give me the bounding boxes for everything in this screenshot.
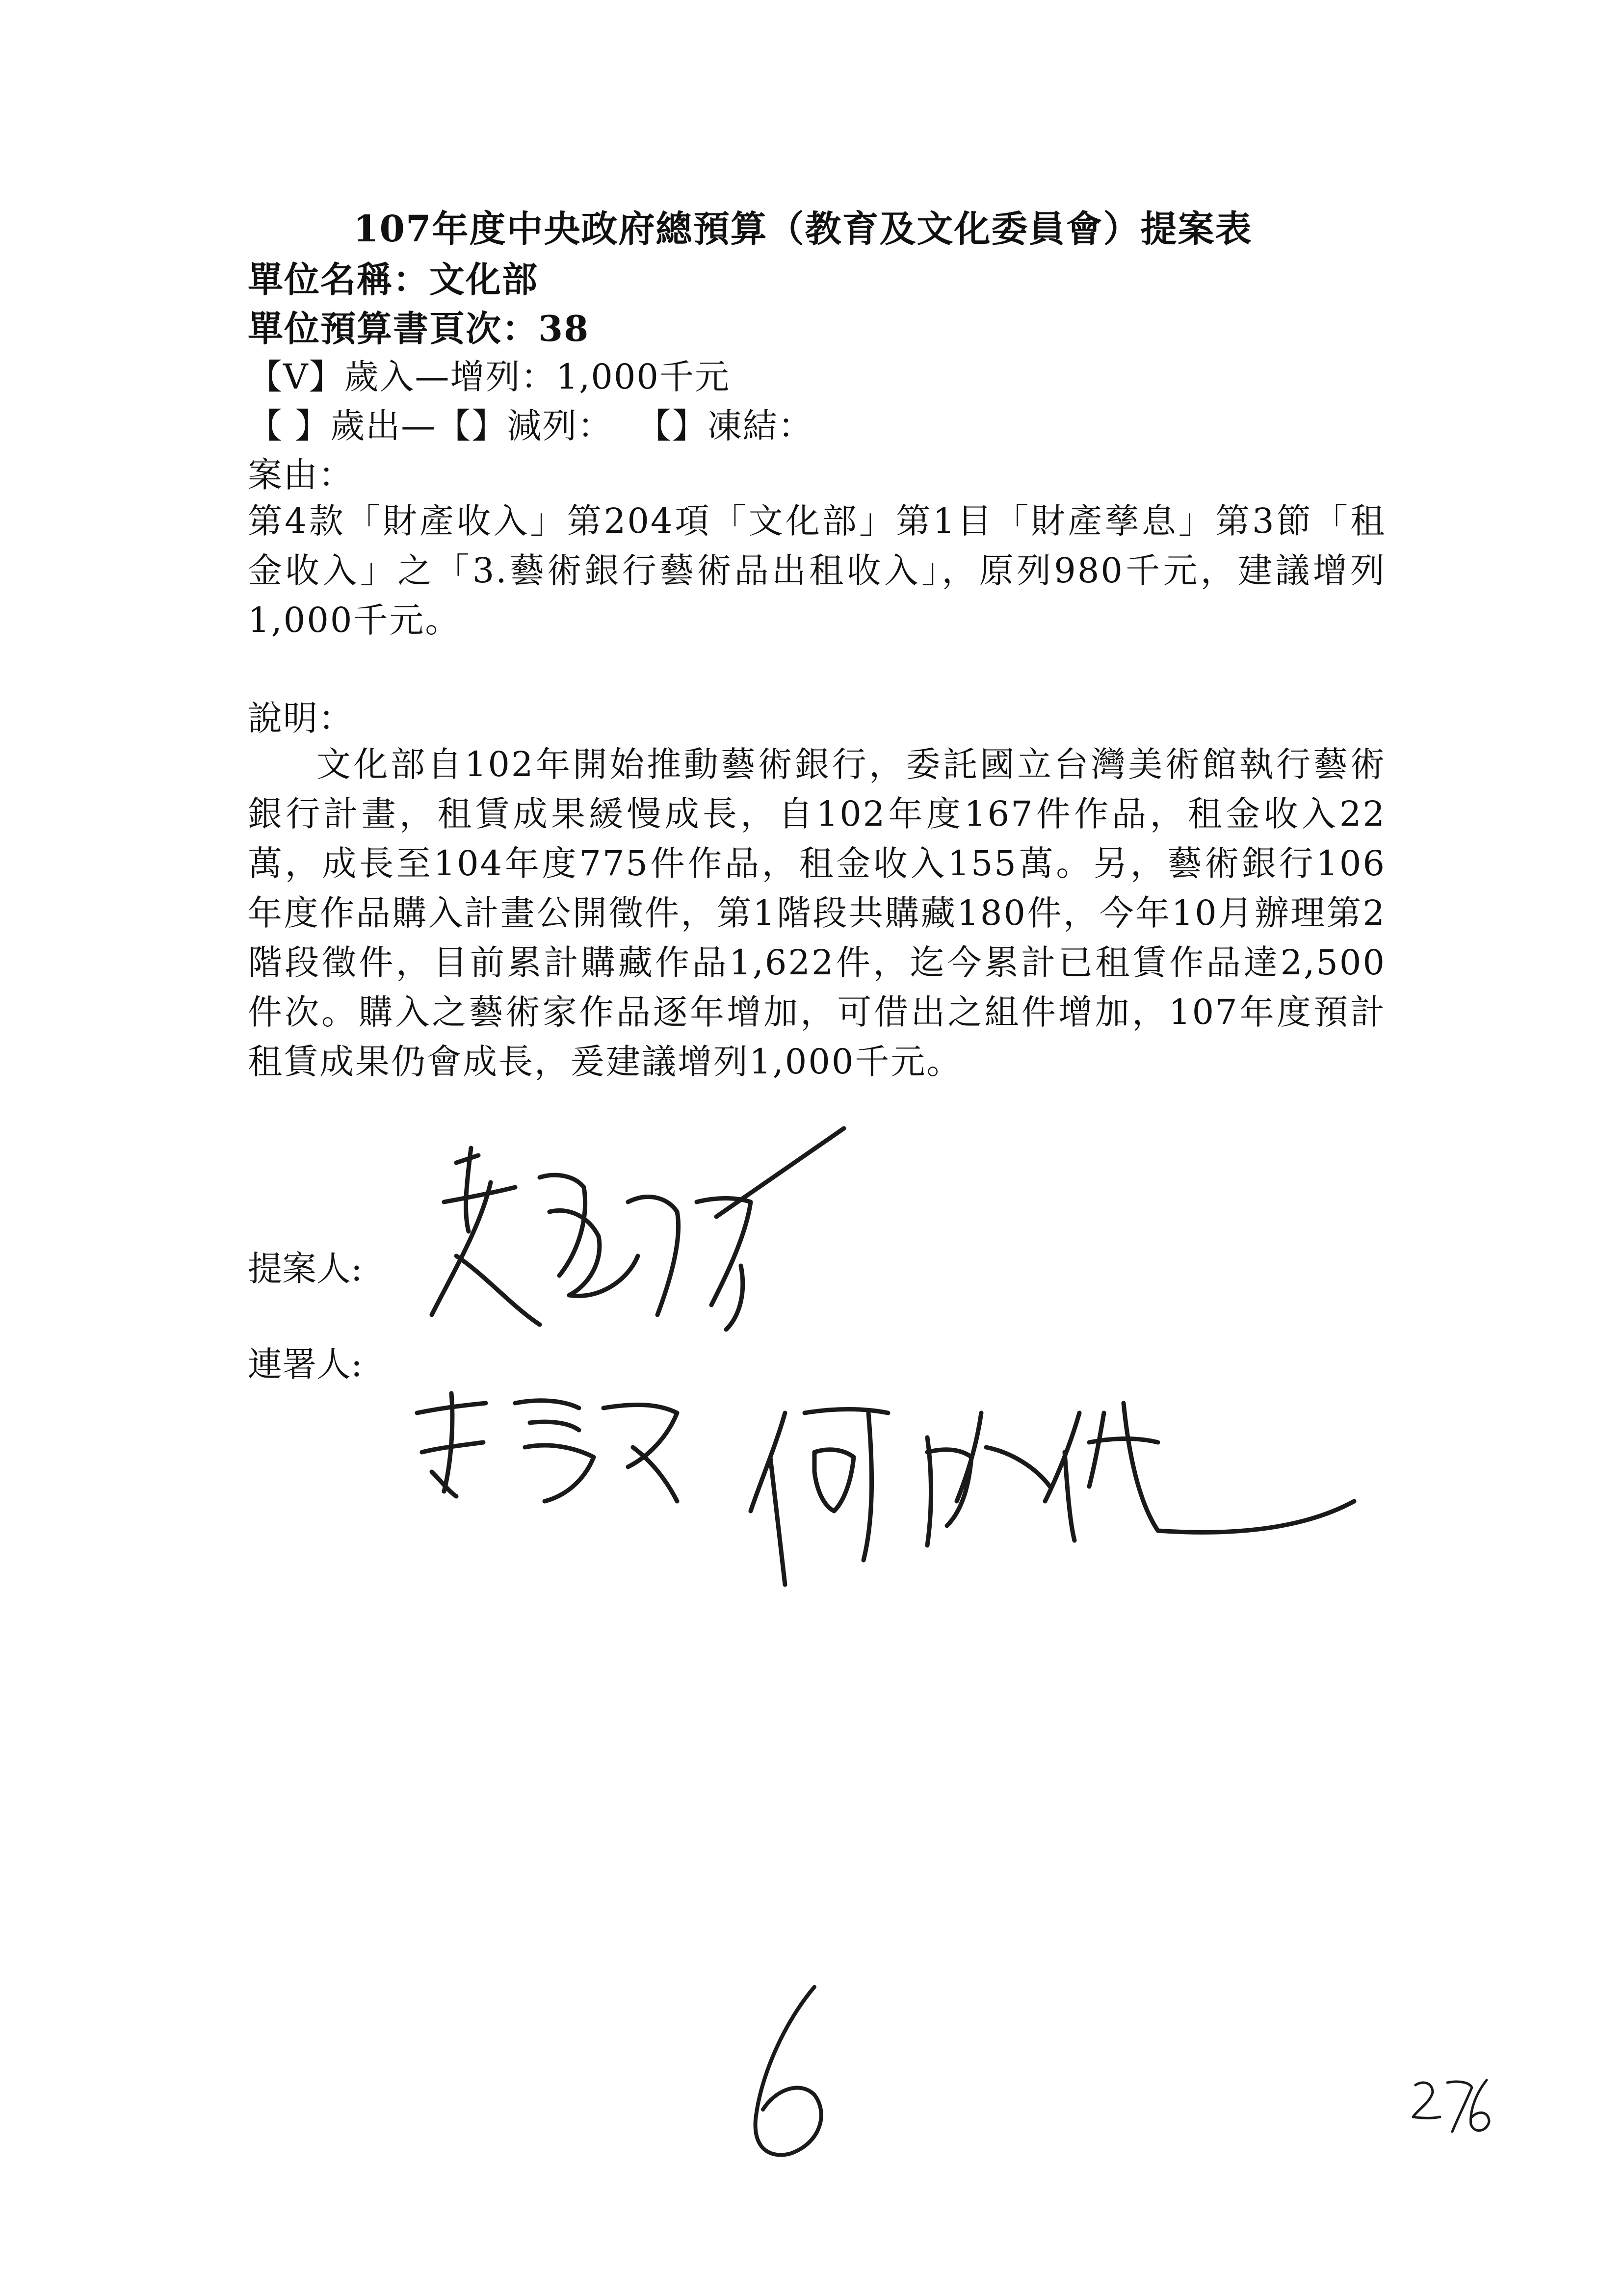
unit-budget-page: 單位預算書頁次：38 [248,308,590,349]
reason-heading: 案由： [248,455,354,495]
explanation-heading: 說明： [248,698,354,738]
revenue-line: 【V】歲入—增列：1,000千元 [248,357,730,397]
unit-name: 單位名稱：文化部 [248,259,539,300]
expense-line: 【 】歲出—【】減列： 【】凍結： [248,406,813,446]
handwritten-page-mark [1413,2080,1489,2132]
cosigner-label: 連署人: [248,1344,363,1384]
proposer-signature [432,1128,844,1330]
document-title: 107年度中央政府總預算（教育及文化委員會）提案表 [353,208,1253,250]
cosigner-signature-1 [417,1393,677,1501]
reason-text: 第4款「財產收入」第204項「文化部」第1目「財產孳息」第3節「租金收入」之「3.藝術銀行藝術品出租收入」，原列980千元，建議增列1,000千元。 [248,501,1386,640]
handwritten-number [756,1987,821,2155]
proposer-label: 提案人: [248,1249,363,1289]
cosigner-signature-2 [751,1403,1354,1585]
explanation-text: 文化部自102年開始推動藝術銀行，委託國立台灣美術館執行藝術銀行計畫，租賃成果緩慢成長，自102年度167件作品，租金收入22萬，成長至104年度775件作品，租金收入155萬。另，藝術銀行106年度作品購入計畫公開徵件，第1階段共購藏180件，今年10月辦理第2階段徵件，目前累計購藏作品1,622件，迄今累計已租賃作品達2,500件次。購入之藝術家作品逐年增加，可借出之組件增加，107年度預計租賃成果仍會成長，爰建議增列1,000千元。 [248,744,1386,1082]
